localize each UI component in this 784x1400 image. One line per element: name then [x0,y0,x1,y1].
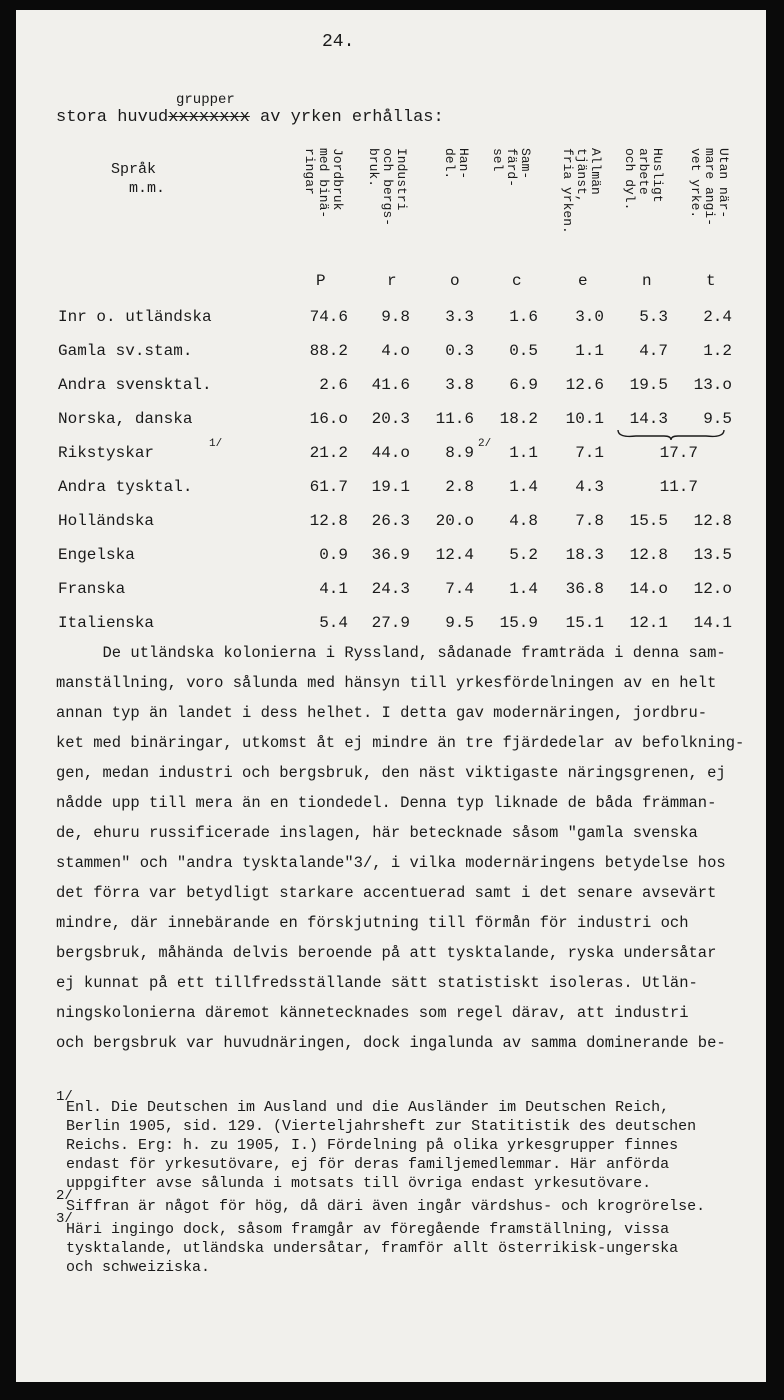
table-row [16,546,766,568]
row-label: Rikstyskar [58,444,155,462]
column-header: Han- del. [442,148,471,180]
table-cell: 5.4 [319,614,348,632]
text-line: manställning, voro sålunda med hänsyn till yrkesfördelningen av en helt [56,674,717,692]
table-cell: 36.8 [565,580,604,598]
text-line: annan typ än landet i dess helhet. I detta gav modernäringen, jordbru- [56,704,708,722]
footnote [56,1089,756,1193]
column-header: Industri och bergs- bruk. [366,148,409,227]
table-cell: 1.4 [509,580,538,598]
column-header: Sam- färd- sel [490,148,533,188]
footnotes [56,1089,756,1281]
table-cell: 3.8 [445,376,474,394]
row-header: Språk m.m. [111,161,166,197]
text-line: de, ehuru russificerade inslagen, här betecknade såsom "gamla svenska [56,824,698,842]
table-cell: 4.7 [639,342,668,360]
table-cell: 24.3 [371,580,410,598]
table-cell: 18.3 [565,546,604,564]
table-cell: 1.6 [509,308,538,326]
table-cell: 13.o [693,376,732,394]
column-header: Utan när- mare angi- vet yrke. [688,148,731,227]
table-cell: 1.1 [509,444,538,462]
footnote-marker: 2/ [56,1188,73,1204]
prosent-letter: e [578,272,588,290]
column-header: Allmän tjänst, fria yrken. [560,148,603,234]
text-line: nådde upp till mera än en tiondedel. Denna typ liknade de båda främman- [56,794,717,812]
footnote-marker: 3/ [56,1211,73,1227]
table-cell: 15.5 [629,512,668,530]
table-cell: 3.3 [445,308,474,326]
text-line: mindre, där innebärande en förskjutning till förmån för industri och [56,914,689,932]
table-row [16,308,766,330]
table-cell: 0.9 [319,546,348,564]
table-cell: 7.4 [445,580,474,598]
table-cell: 4.o [381,342,410,360]
table-cell: 19.5 [629,376,668,394]
table-cell: 6.9 [509,376,538,394]
table-cell: 26.3 [371,512,410,530]
text-line: bergsbruk, måhända delvis beroende på att tysktalande, ryska undersåtar [56,944,717,962]
table-cell: 8.9 [445,444,474,462]
table-cell: 4.8 [509,512,538,530]
prosent-letter: P [316,272,326,290]
table-row [16,478,766,500]
table-cell: 10.1 [565,410,604,428]
table-cell: 9.8 [381,308,410,326]
footnote-text: Enl. Die Deutschen im Ausland und die Ausländer im Deutschen Reich, Berlin 1905, sid. 129. (Vierteljahrsheft zur Statitistik des deutschen Reichs. Erg: h. zu 1905, I.) Fördelning på olika yrkesgrupper finnes endast för yrkesutövare, ej för deras familjemedlemmar. Här anförda uppgifter avse sålunda i motsats till övriga endast yrkesutövare. [66,1099,697,1192]
handwritten-correction: grupper [176,92,235,108]
table-cell: 15.1 [565,614,604,632]
table-cell: 7.8 [575,512,604,530]
prosent-letter: c [512,272,522,290]
text-line: ej kunnat på ett tillfredsställande sätt statistiskt isoleras. Utlän- [56,974,698,992]
table-cell: 14.3 [629,410,668,428]
table-cell: 12.o [693,580,732,598]
intro-line [56,108,444,127]
table-cell: 1.1 [575,342,604,360]
text-line: och bergsbruk var huvudnäringen, dock ingalunda av samma dominerande be- [56,1034,726,1052]
table-cell: 36.9 [371,546,410,564]
table-cell: 14.1 [693,614,732,632]
table-cell: 18.2 [499,410,538,428]
merge-brace [616,428,726,440]
table-cell: 9.5 [703,410,732,428]
table-cell: 4.3 [575,478,604,496]
merged-cell: 17.7 [659,444,698,462]
table-cell: 44.o [371,444,410,462]
table-cell: 19.1 [371,478,410,496]
text-line: ket med binäringar, utkomst åt ej mindre än tre fjärdedelar av befolkning- [56,734,745,752]
text-line: det förra var betydligt starkare accentuerad samt i det senare avsevärt [56,884,717,902]
intro-prefix: stora huvud [56,108,169,127]
table-cell: 27.9 [371,614,410,632]
table-cell: 12.8 [693,512,732,530]
table-cell: 13.5 [693,546,732,564]
table-row [16,614,766,636]
table-cell: 4.1 [319,580,348,598]
table-cell: 21.2 [309,444,348,462]
table-cell: 9.5 [445,614,474,632]
table-cell: 1.2 [703,342,732,360]
table-row [16,580,766,602]
table-cell: 61.7 [309,478,348,496]
table-cell: 12.6 [565,376,604,394]
table-cell: 0.5 [509,342,538,360]
prosent-letter: r [387,272,397,290]
struck-text: xxxxxxxx [168,108,250,127]
footnote-marker: 1/ [209,438,223,450]
row-label: Inr o. utländska [58,308,212,326]
row-label: Engelska [58,546,135,564]
table-cell: 2.8 [445,478,474,496]
footnote [56,1211,756,1277]
table-cell: 12.8 [309,512,348,530]
table-cell: 12.1 [629,614,668,632]
table-row [16,342,766,364]
table-cell: 5.3 [639,308,668,326]
table-row [16,512,766,534]
table-cell: 7.1 [575,444,604,462]
table-cell: 41.6 [371,376,410,394]
prosent-letter: o [450,272,460,290]
row-label: Holländska [58,512,155,530]
footnote-marker: 1/ [56,1089,73,1105]
page-number: 24. [322,32,355,52]
table-cell: 20.3 [371,410,410,428]
footnote-text: Siffran är något för hög, då däri även ingår värdshus- och krogrörelse. [66,1198,706,1215]
intro-suffix: av yrken erhållas: [260,108,444,127]
footnote-text: Häri ingingo dock, såsom framgår av föregående framställning, vissa tysktalande, utländska undersåtar, framför allt österrikisk-ungerska och schweiziska. [66,1221,679,1276]
prosent-letter: n [642,272,652,290]
text-line: stammen" och "andra tysktalande"3/, i vilka modernäringens betydelse hos [56,854,726,872]
table-cell: 16.o [309,410,348,428]
footnote [56,1188,756,1216]
table-cell: 11.6 [435,410,474,428]
table-cell: 12.4 [435,546,474,564]
footnote-marker: 2/ [478,438,492,450]
table-row [16,376,766,398]
row-label: Andra tysktal. [58,478,193,496]
table-cell: 15.9 [499,614,538,632]
table-cell: 20.o [435,512,474,530]
table-cell: 2.6 [319,376,348,394]
row-label: Franska [58,580,126,598]
column-header: Husligt arbete och dyl. [622,148,665,211]
document-page [16,10,766,1382]
table-cell: 14.o [629,580,668,598]
text-line: gen, medan industri och bergsbruk, den näst viktigaste näringsgrenen, ej [56,764,726,782]
row-label: Gamla sv.stam. [58,342,193,360]
table-cell: 1.4 [509,478,538,496]
table-cell: 88.2 [309,342,348,360]
body-paragraph [56,638,756,1058]
row-label: Andra svensktal. [58,376,212,394]
prosent-letter: t [706,272,716,290]
row-label: Norska, danska [58,410,193,428]
table-row [16,438,766,466]
table-cell: 2.4 [703,308,732,326]
text-line: ningskolonierna däremot kännetecknades som regel därav, att industri [56,1004,689,1022]
table-cell: 74.6 [309,308,348,326]
table-cell: 12.8 [629,546,668,564]
column-header: Jordbruk med binä- ringar [302,148,345,219]
merged-cell: 11.7 [659,478,698,496]
table-cell: 3.0 [575,308,604,326]
text-line: De utländska kolonierna i Ryssland, sådanade framträda i denna sam- [56,644,726,662]
row-label: Italienska [58,614,155,632]
table-cell: 5.2 [509,546,538,564]
table-cell: 0.3 [445,342,474,360]
